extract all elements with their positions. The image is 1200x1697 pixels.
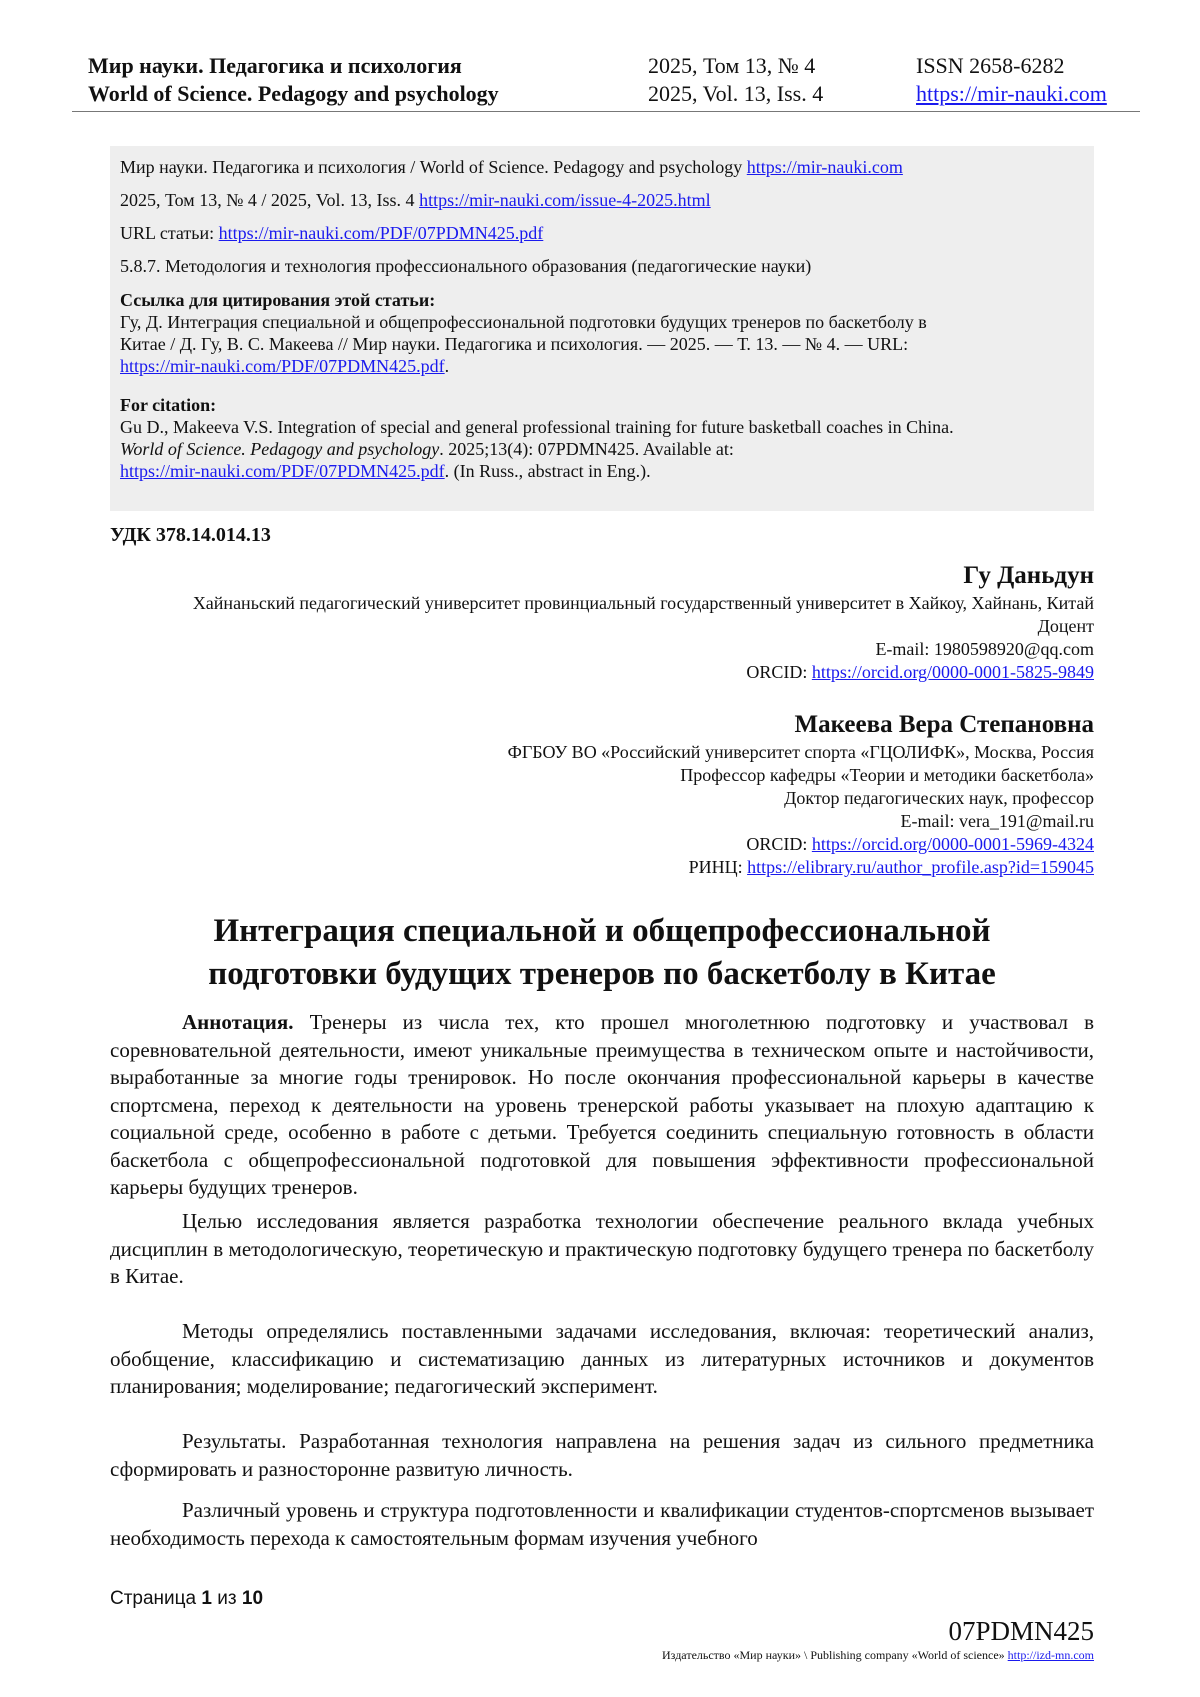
author-email: E-mail: vera_191@mail.ru: [900, 811, 1094, 831]
cite-ru-heading: Ссылка для цитирования этой статьи:: [120, 290, 436, 310]
author-orcid: ORCID: https://orcid.org/0000-0001-5969-4324: [746, 834, 1094, 854]
author-block-2: [508, 709, 1094, 879]
meta-url-link[interactable]: https://mir-nauki.com/PDF/07PDMN425.pdf: [218, 223, 544, 243]
abstract-paragraph-5: Различный уровень и структура подготовленности и квалификации студентов-спортсменов вызывает необходимость перехода к самостоятельным формам изучения учебного: [110, 1498, 1094, 1550]
author-rinc: РИНЦ: https://elibrary.ru/author_profile.asp?id=159045: [688, 857, 1094, 877]
abstract-paragraph-2: Целью исследования является разработка технологии обеспечение реального вклада учебных дисциплин в методологическую, теоретическую и практическую подготовку будущего тренера по баскетболу в Китае.: [110, 1209, 1094, 1288]
cite-ru-link[interactable]: https://mir-nauki.com/PDF/07PDMN425.pdf: [120, 356, 445, 376]
issue-en: 2025, Vol. 13, Iss. 4: [648, 81, 824, 106]
cite-en-heading: For citation:: [120, 395, 217, 415]
journal-name-ru: Мир науки. Педагогика и психология: [88, 53, 462, 78]
article-title: Интеграция специальной и общепрофессиональной подготовки будущих тренеров по баскетболу в Китае: [208, 913, 996, 992]
author-orcid: ORCID: https://orcid.org/0000-0001-5825-9849: [746, 662, 1094, 682]
header-divider: [72, 111, 1140, 112]
meta-issue-line: 2025, Том 13, № 4 / 2025, Vol. 13, Iss. 4 https://mir-nauki.com/issue-4-2025.html: [120, 190, 711, 210]
meta-journal-line: Мир науки. Педагогика и психология / World of Science. Pedagogy and psychology https://mir-nauki.com: [120, 157, 903, 177]
abstract-paragraph-1: Аннотация. Тренеры из числа тех, кто прошел многолетнюю подготовку и участвовал в соревновательной деятельности, имеют уникальные преимущества в техническом опыте и настойчивости, выработанные за многие годы тренировок. Но после окончания профессиональной карьеры в качестве спортсмена, переход к деятельности на уровень тренерской работы указывает на плохую адаптацию к социальной среде, особенно в работе с детьми. Требуется соединить специальную готовность в области баскетбола с общепрофессиональной подготовкой для повышения эффективности профессиональной карьеры будущих тренеров.: [110, 1010, 1094, 1199]
author-name: Макеева Вера Степановна: [794, 711, 1094, 738]
article-metadata-box: [110, 146, 1094, 511]
author-affiliation: ФГБОУ ВО «Российский университет спорта «ГЦОЛИФК», Москва, Россия: [507, 742, 1094, 762]
publisher-line: Издательство «Мир науки» \ Publishing company «World of science» http://izd-mn.com: [662, 1648, 1094, 1662]
abstract-paragraph-4: Результаты. Разработанная технология направлена на решения задач из сильного предметника сформировать и разносторонне развитую личность.: [110, 1429, 1094, 1481]
meta-issue-link[interactable]: https://mir-nauki.com/issue-4-2025.html: [419, 190, 711, 210]
article-code: 07PDMN425: [948, 1616, 1094, 1646]
page-number: Страница 1 из 10: [110, 1588, 264, 1609]
cite-en-block: For citation: Gu D., Makeeva V.S. Integration of special and general professional training for future basketball coaches in China. World of Science. Pedagogy and psychology. 2025;13(4): 07PDMN425. Available at: https://mir-nauki.com/PDF/07PDMN425.pdf. (In Russ., abstract in Eng.).: [120, 395, 954, 481]
abstract-paragraph-3: Методы определялись поставленными задачами исследования, включая: теоретический анализ, обобщение, классификацию и систематизацию данных из литературных источников и документов планирования; моделирование; педагогический эксперимент.: [110, 1319, 1094, 1398]
journal-name-en: World of Science. Pedagogy and psychology: [88, 81, 499, 106]
author-position: Доцент: [1037, 616, 1094, 636]
orcid-link[interactable]: https://orcid.org/0000-0001-5969-4324: [811, 834, 1094, 854]
site-link[interactable]: https://mir-nauki.com: [916, 81, 1107, 106]
author-block-1: [193, 560, 1094, 684]
cite-en-link[interactable]: https://mir-nauki.com/PDF/07PDMN425.pdf: [120, 461, 445, 481]
meta-url-line: URL статьи: https://mir-nauki.com/PDF/07PDMN425.pdf: [120, 223, 544, 243]
author-department: Профессор кафедры «Теории и методики баскетбола»: [680, 765, 1094, 785]
author-degree: Доктор педагогических наук, профессор: [784, 788, 1094, 808]
meta-specialty: 5.8.7. Методология и технология профессионального образования (педагогические науки): [120, 256, 812, 276]
author-email: E-mail: 1980598920@qq.com: [875, 639, 1094, 659]
cite-ru-block: Ссылка для цитирования этой статьи: Гу, Д. Интеграция специальной и общепрофессиональной подготовки будущих тренеров по баскетболу в Китае / Д. Гу, В. С. Макеева // Мир науки. Педагогика и психология. — 2025. — Т. 13. — № 4. — URL: https://mir-nauki.com/PDF/07PDMN425.pdf.: [120, 290, 927, 376]
author-name: Гу Даньдун: [963, 562, 1094, 589]
meta-journal-link[interactable]: https://mir-nauki.com: [746, 157, 903, 177]
rinc-link[interactable]: https://elibrary.ru/author_profile.asp?id=159045: [747, 857, 1094, 877]
issn: ISSN 2658-6282: [916, 53, 1065, 78]
running-header: [72, 52, 1124, 110]
issue-ru: 2025, Том 13, № 4: [648, 53, 816, 78]
orcid-link[interactable]: https://orcid.org/0000-0001-5825-9849: [811, 662, 1094, 682]
publisher-link[interactable]: http://izd-mn.com: [1007, 1648, 1094, 1662]
abstract-label: Аннотация.: [182, 1010, 294, 1034]
udk-code: УДК 378.14.014.13: [110, 524, 271, 546]
author-affiliation: Хайнаньский педагогический университет провинциальный государственный университет в Хайкоу, Хайнань, Китай: [192, 593, 1094, 613]
